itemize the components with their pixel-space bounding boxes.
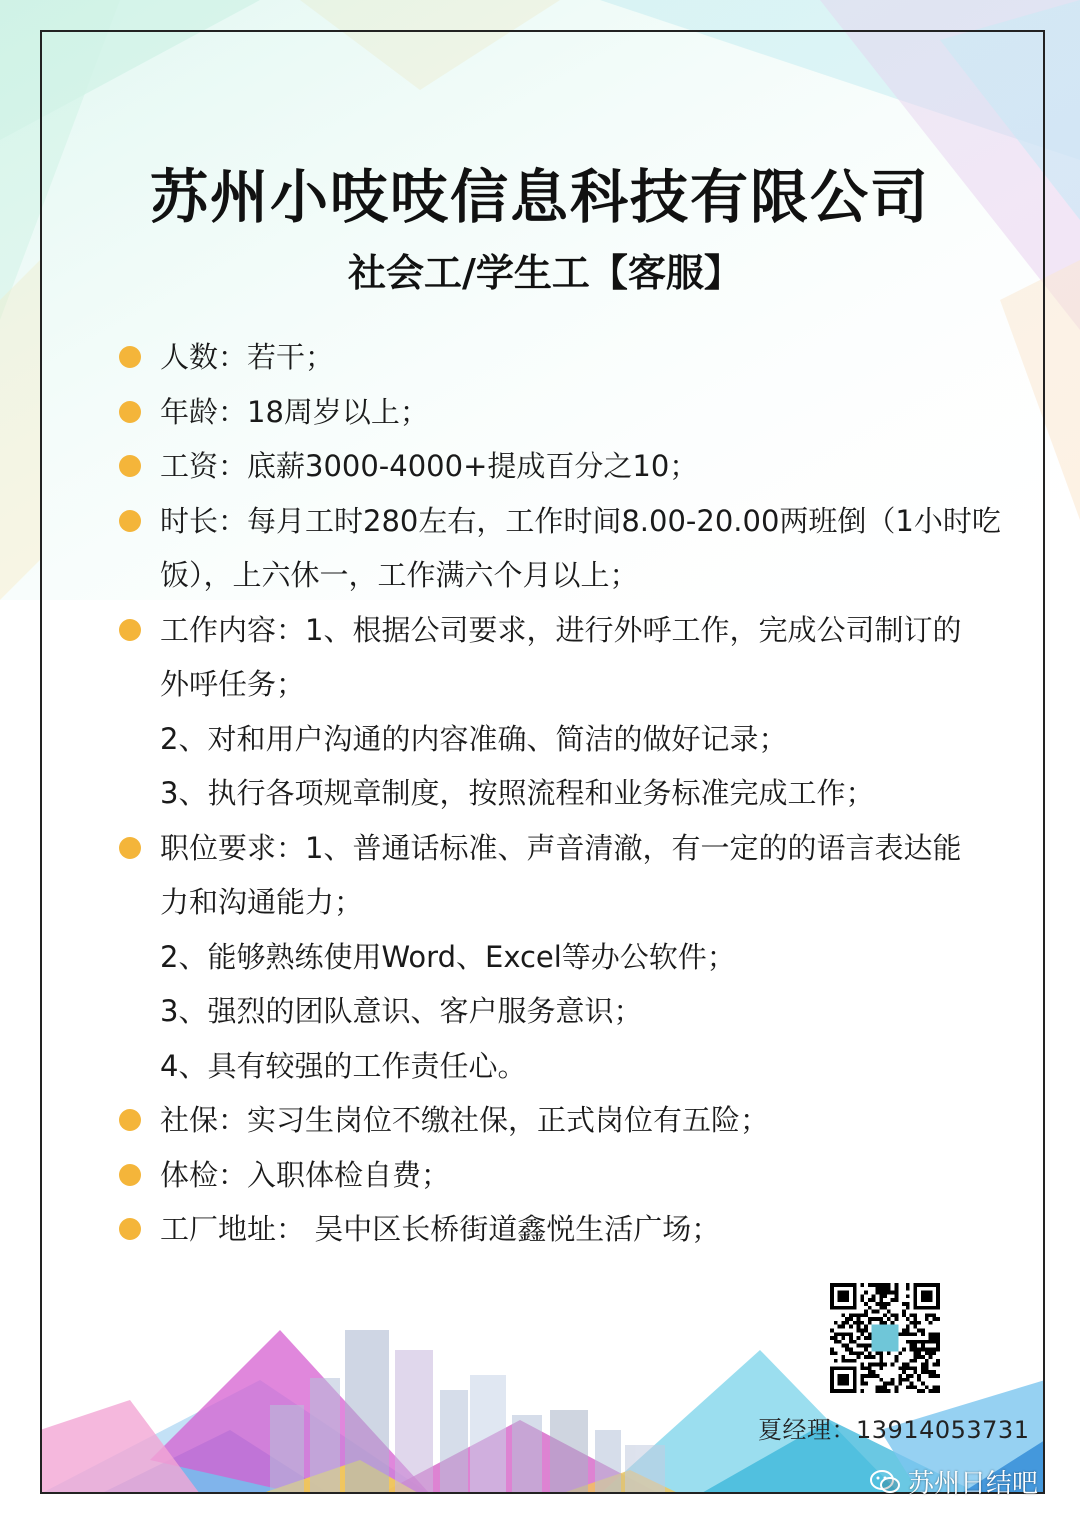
- detail-text: 时长：每月工时280左右，工作时间8.00-20.00两班倒（1小时吃: [160, 503, 1001, 538]
- detail-text: 职位要求：1、普通话标准、声音清澈，有一定的的语言表达能: [160, 830, 962, 865]
- detail-text: 2、对和用户沟通的内容准确、简洁的做好记录；: [160, 721, 788, 756]
- detail-text: 工作内容：1、根据公司要求，进行外呼工作，完成公司制订的: [160, 612, 962, 647]
- company-title: 苏州小吱吱信息科技有限公司: [149, 163, 930, 231]
- detail-line: [160, 766, 1020, 821]
- job-details: [160, 330, 1020, 1257]
- detail-text: 4、具有较强的工作责任心。: [160, 1048, 527, 1083]
- bullet-dot-icon: [119, 1218, 141, 1240]
- bullet-dot-icon: [119, 401, 141, 423]
- detail-line: [160, 548, 1020, 603]
- detail-line: [160, 712, 1020, 767]
- detail-line: [160, 1093, 1020, 1148]
- qr-code: [830, 1283, 940, 1393]
- watermark: [870, 1463, 1038, 1500]
- detail-text: 外呼任务；: [160, 667, 306, 701]
- detail-text: 力和沟通能力；: [160, 885, 364, 919]
- detail-line: [160, 1148, 1020, 1203]
- position-title: 社会工/学生工【客服】: [348, 251, 742, 295]
- detail-line: [160, 330, 1020, 385]
- bullet-dot-icon: [119, 837, 141, 859]
- bullet-dot-icon: [119, 510, 141, 532]
- bullet-dot-icon: [119, 1109, 141, 1131]
- detail-line: [160, 930, 1020, 985]
- wechat-icon: [870, 1469, 900, 1495]
- detail-line: [160, 494, 1020, 549]
- detail-text: 体检：入职体检自费；: [160, 1157, 451, 1192]
- watermark-text: 苏州日结吧: [908, 1469, 1039, 1499]
- bullet-dot-icon: [119, 619, 141, 641]
- detail-line: [160, 603, 1020, 658]
- detail-text: 工资：底薪3000-4000+提成百分之10；: [160, 449, 699, 483]
- detail-line: [160, 875, 1020, 930]
- detail-line: [160, 385, 1020, 440]
- detail-line: [160, 1039, 1020, 1094]
- detail-text: 饭），上六休一，工作满六个月以上；: [160, 558, 639, 592]
- bullet-dot-icon: [119, 1164, 141, 1186]
- detail-line: [160, 657, 1020, 712]
- detail-text: 年龄：18周岁以上；: [160, 394, 429, 429]
- detail-line: [160, 439, 1020, 494]
- detail-line: [160, 984, 1020, 1039]
- detail-line: [160, 1202, 1020, 1257]
- detail-text: 3、强烈的团队意识、客户服务意识；: [160, 994, 643, 1028]
- detail-line: [160, 821, 1020, 876]
- contact-info: 夏经理：13914053731: [758, 1416, 1030, 1444]
- detail-text: 社保：实习生岗位不缴社保，正式岗位有五险；: [160, 1103, 770, 1137]
- detail-text: 人数：若干；: [160, 340, 335, 374]
- detail-text: 工厂地址： 吴中区长桥街道鑫悦生活广场；: [160, 1212, 721, 1246]
- bullet-dot-icon: [119, 455, 141, 477]
- bullet-dot-icon: [119, 346, 141, 368]
- detail-text: 2、能够熟练使用Word、Excel等办公软件；: [160, 939, 736, 974]
- detail-text: 3、执行各项规章制度，按照流程和业务标准完成工作；: [160, 776, 875, 810]
